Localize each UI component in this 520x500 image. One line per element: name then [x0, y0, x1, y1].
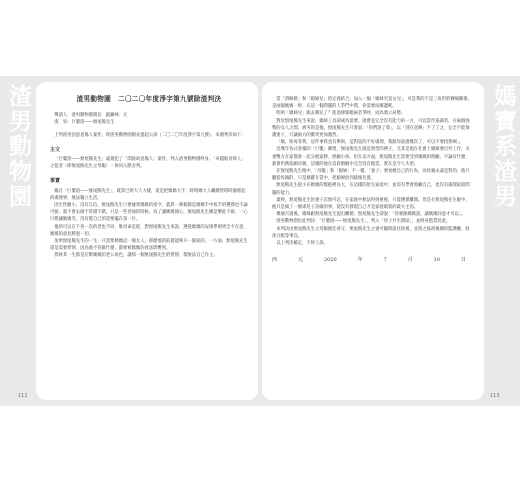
date-year-char: 年 [357, 257, 363, 264]
body-paragraph: 幾個月過後，媳婦跟無尾熊先生提出離婚，無尾熊先生卻說：「你要跟媽媽說，讓媽媽同意才可以」。 [276, 212, 466, 218]
left-vertical-title: 渣男動物園 [5, 84, 32, 209]
date-month: 7 [383, 257, 387, 264]
body-paragraph: 明明「媳婦兒」跟去哪兒了？進退擇婆媳兩者爭吵，成為鼎立局勢。 [276, 111, 406, 117]
facts-paragraph: 我終其一生都是在幫媽媽的老公角色，讓那一個無尾熊先生的愛情，都無法自己作主。 [54, 253, 218, 259]
body-paragraph: 近幾年各式各樣的「巨嬰」漸增，無尾熊先生就是典型的例子，尤其是現在社會上媳婦要出外工作，夫妻雙方在家都會一起分擔家務、照顧小孩。但在這方面，無尾熊先生需要受到媽媽的照顧，不論有什麼，都會仍舊依賴母親，這樣的他在這段婚姻中完全沒有擔當，實在是令人失望。 [272, 147, 470, 167]
closing-paragraph: 以上判決確定，不得上訴。 [276, 241, 328, 247]
date-label-yuan: 元 [297, 257, 303, 264]
verdict-paragraph: 「巨嬰渣——無尾熊先生」違規犯了「間接故意傷人」案件，判入渣男動物園終身。「卓越航母偉人」之犯者（即無尾熊先生之母親）一併同入獸舍判。 [50, 157, 246, 170]
facts-paragraph: 緣自「巨嬰渣——無尾熊先生」，就算已經大人大樣，還是把媽媽大手、時時媽大人繼續替時時處理起的處理事，無法獨立生活。 [50, 188, 246, 201]
body-paragraph: 最終，無尾熊先生的妻子忍無可忍，在家庭中無法得到重視，只能選擇離開。但是在無尾熊先生眼中，他只是做了一個乖兒子該做的事，從沒有發現自己才是家庭破裂的最大主因。 [272, 197, 470, 211]
facts-paragraph: 因生性膽小，沒有自信，無尾熊先生只要碰到媽媽的指令，就算一萬個都是媽媽手中按手的選擇也不論可接，就不會去做不管錯不錯，只是一些普通的時候。為了讓媽媽開心，無尾熊先生總是樂此不疲，一心只想讓媽媽笑，沒有將自己的需要擺在第一位。 [50, 203, 248, 223]
header-line-petitioner: 聲請人：渣男動物園園長 凱蘿林．元 [54, 113, 128, 119]
body-paragraph: 在無尾熊先生眼中，「母親」和「媳婦」不一樣，「妻子」要看她自己的行為，而母親永遠是對的，他只聽從母親的，只是媽寶在當中，把媳婦放到最後位置。 [272, 169, 470, 182]
right-vertical-title: 媽寶系渣男 [490, 84, 517, 209]
facts-paragraph: 他的可以在下各一次的老也不同，唯母命是從，對無尾熊先生來說，遵從媽媽的安排準則到全不在意，媽媽的意見勝過一切。 [50, 224, 248, 237]
body-paragraph: 「媽，妳再等我，這件事我也有參與，這對話的不好處理，我跟你說過幾次了，可以不要找我啊」。 [276, 140, 464, 146]
date-label-western: 西 [272, 257, 278, 264]
body-paragraph: 無尾熊先生從小在媽媽的懷抱裡長大，在這樣的原生家庭中，並沒有學會照顧自己，也沒有處理家庭問題的能力。 [272, 183, 470, 196]
body-paragraph: 渣男動物園於此判決：「巨嬰渣——無尾熊先生」，判入「母子共生園區」，並終身監禁於此。 [276, 219, 451, 225]
body-paragraph: 當「溶解媽」和「媳婦兒」的定義結合，加入一個「媳婦究竟女兒」，可是我的不是三角形的賽場關係，是兩個媽媽一併，在這一個問題的人爭鬥中間，你需要站哪邊呢。 [272, 97, 472, 110]
document-title: 渣男動物園 二〇二〇年度淨字第九號除渣判決 [76, 95, 222, 103]
body-paragraph: 本判決由無尾熊先生之母親擔任看守，無尾熊先生之妻可隨時前往探視，並與之協商後續的監護權、財產分配等事宜。 [272, 226, 470, 239]
date-year: 2020 [323, 257, 337, 264]
section-heading-facts: 事實 [50, 178, 61, 185]
date-day-char: 日 [460, 257, 466, 264]
facts-paragraph: 加果無尾熊先生的一生，只需要媽媽這一個女人，那麼他的前提能夠只一個家的，一方面，無尾熊先生還是需要愛情，因為他不管做什麼，都要被媽媽的看法影響到。 [50, 239, 248, 252]
intro-paragraph: 上列渣男因惡意傷人案件，經渣男動物園園長提起公訴（二〇二〇年度淨字第九號），本園判決如下： [54, 132, 246, 138]
date-month-char: 月 [407, 257, 413, 264]
left-page-content [50, 96, 248, 260]
judgment-date [272, 257, 472, 264]
section-heading-verdict: 主文 [50, 146, 61, 153]
left-page-number: 112 [18, 393, 28, 399]
header-line-defendant: 渣 男：巨嬰渣——無尾熊先生 [54, 120, 115, 126]
right-page-number: 113 [490, 393, 500, 399]
date-day: 10 [433, 257, 440, 264]
right-page-content [272, 96, 472, 264]
body-paragraph: 對於無尾熊先生來說，媳婦工具卻成為需要，就會是完全沒有能力的一方，可以當作協調者，在兩個強勢的女人之間，被夾的是他。無尾熊先生只會說：「你們說了算」，以「別在意啊」不了了之，完全不能保護妻子，只讓兩方的衝突更加激烈。 [272, 118, 470, 139]
